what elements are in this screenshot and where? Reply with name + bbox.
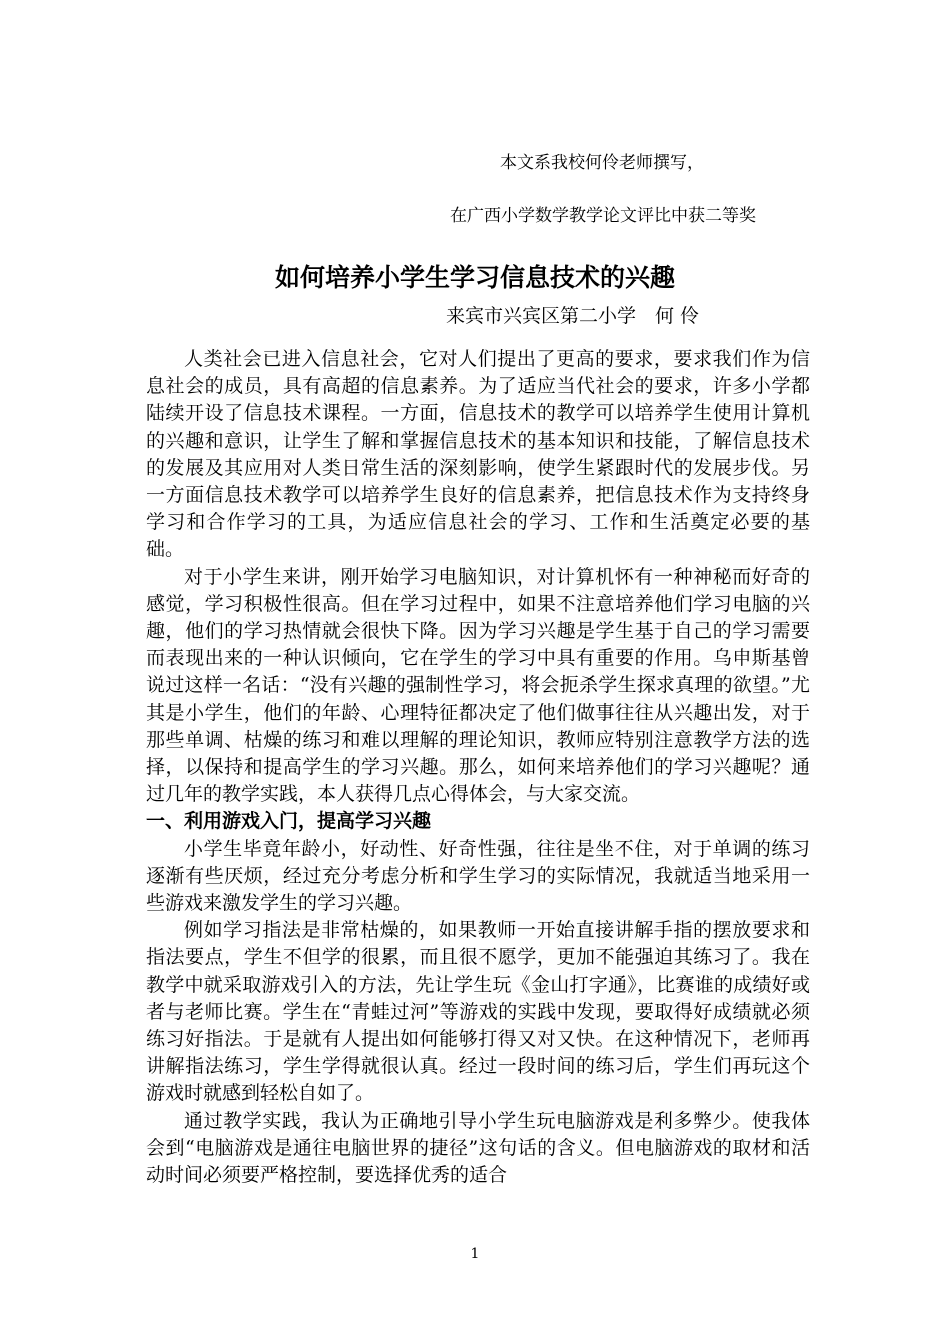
paragraph: 人类社会已进入信息社会，它对人们提出了更高的要求，要求我们作为信息社会的成员，具有高超的信息素养。为了适应当代社会的要求，许多小学都陆续开设了信息技术课程。一方面，信息技术的教学可以培养学生使用计算机的兴趣和意识，让学生了解和掌握信息技术的基本知识和技能，了解信息技术的发展及其应用对人类日常生活的深刻影响，使学生紧跟时代的发展步伐。另一方面信息技术教学可以培养学生良好的信息素养，把信息技术作为支持终身学习和合作学习的工具，为适应信息社会的学习、工作和生活奠定必要的基础。: [146, 348, 810, 561]
page-number: 1: [470, 1246, 480, 1262]
paragraph: 小学生毕竟年龄小，好动性、好奇性强，往往是坐不住，对于单调的练习逐渐有些厌烦，经过充分考虑分析和学生学习的实际情况，我就适当地采用一些游戏来激发学生的学习兴趣。: [146, 837, 810, 915]
header-note-author: 本文系我校何伶老师撰写，: [500, 153, 704, 173]
paragraph: 对于小学生来讲，刚开始学习电脑知识，对计算机怀有一种神秘而好奇的感觉，学习积极性很高。但在学习过程中，如果不注意培养他们学习电脑的兴趣，他们的学习热情就会很快下降。因为学习兴趣是学生基于自己的学习需要而表现出来的一种认识倾向，它在学生的学习中具有重要的作用。乌申斯基曾说过这样一名话：“没有兴趣的强制性学习，将会扼杀学生探求真理的欲望。”尤其是小学生，他们的年龄、心理特征都决定了他们做事往往从兴趣出发，对于那些单调、枯燥的练习和难以理解的理论知识，教师应特别注意教学方法的选择，以保持和提高学生的学习兴趣。那么，如何来培养他们的学习兴趣呢？通过几年的教学实践，本人获得几点心得体会，与大家交流。: [146, 565, 810, 806]
header-note-award: 在广西小学数学教学论文评比中获二等奖: [450, 206, 756, 226]
author-line: 来宾市兴宾区第二小学 何 伶: [446, 305, 700, 327]
document-body: [146, 346, 810, 1189]
document-title: 如何培养小学生学习信息技术的兴趣: [274, 263, 675, 292]
paragraph: 例如学习指法是非常枯燥的，如果教师一开始直接讲解手指的摆放要求和指法要点，学生不但学的很累，而且很不愿学，更加不能强迫其练习了。我在教学中就采取游戏引入的方法，先让学生玩《金山打字通》，比赛谁的成绩好或者与老师比赛。学生在“青蛙过河”等游戏的实践中发现，要取得好成绩就必须练习好指法。于是就有人提出如何能够打得又对又快。在这种情况下，老师再讲解指法练习，学生学得就很认真。经过一段时间的练习后，学生们再玩这个游戏时就感到轻松自如了。: [146, 919, 810, 1105]
section-heading: 一、利用游戏入门，提高学习兴趣: [146, 810, 432, 833]
paragraph: 通过教学实践，我认为正确地引导小学生玩电脑游戏是利多弊少。使我体会到“电脑游戏是通往电脑世界的捷径”这句话的含义。但电脑游戏的取材和活动时间必须要严格控制，要选择优秀的适合: [146, 1109, 810, 1187]
